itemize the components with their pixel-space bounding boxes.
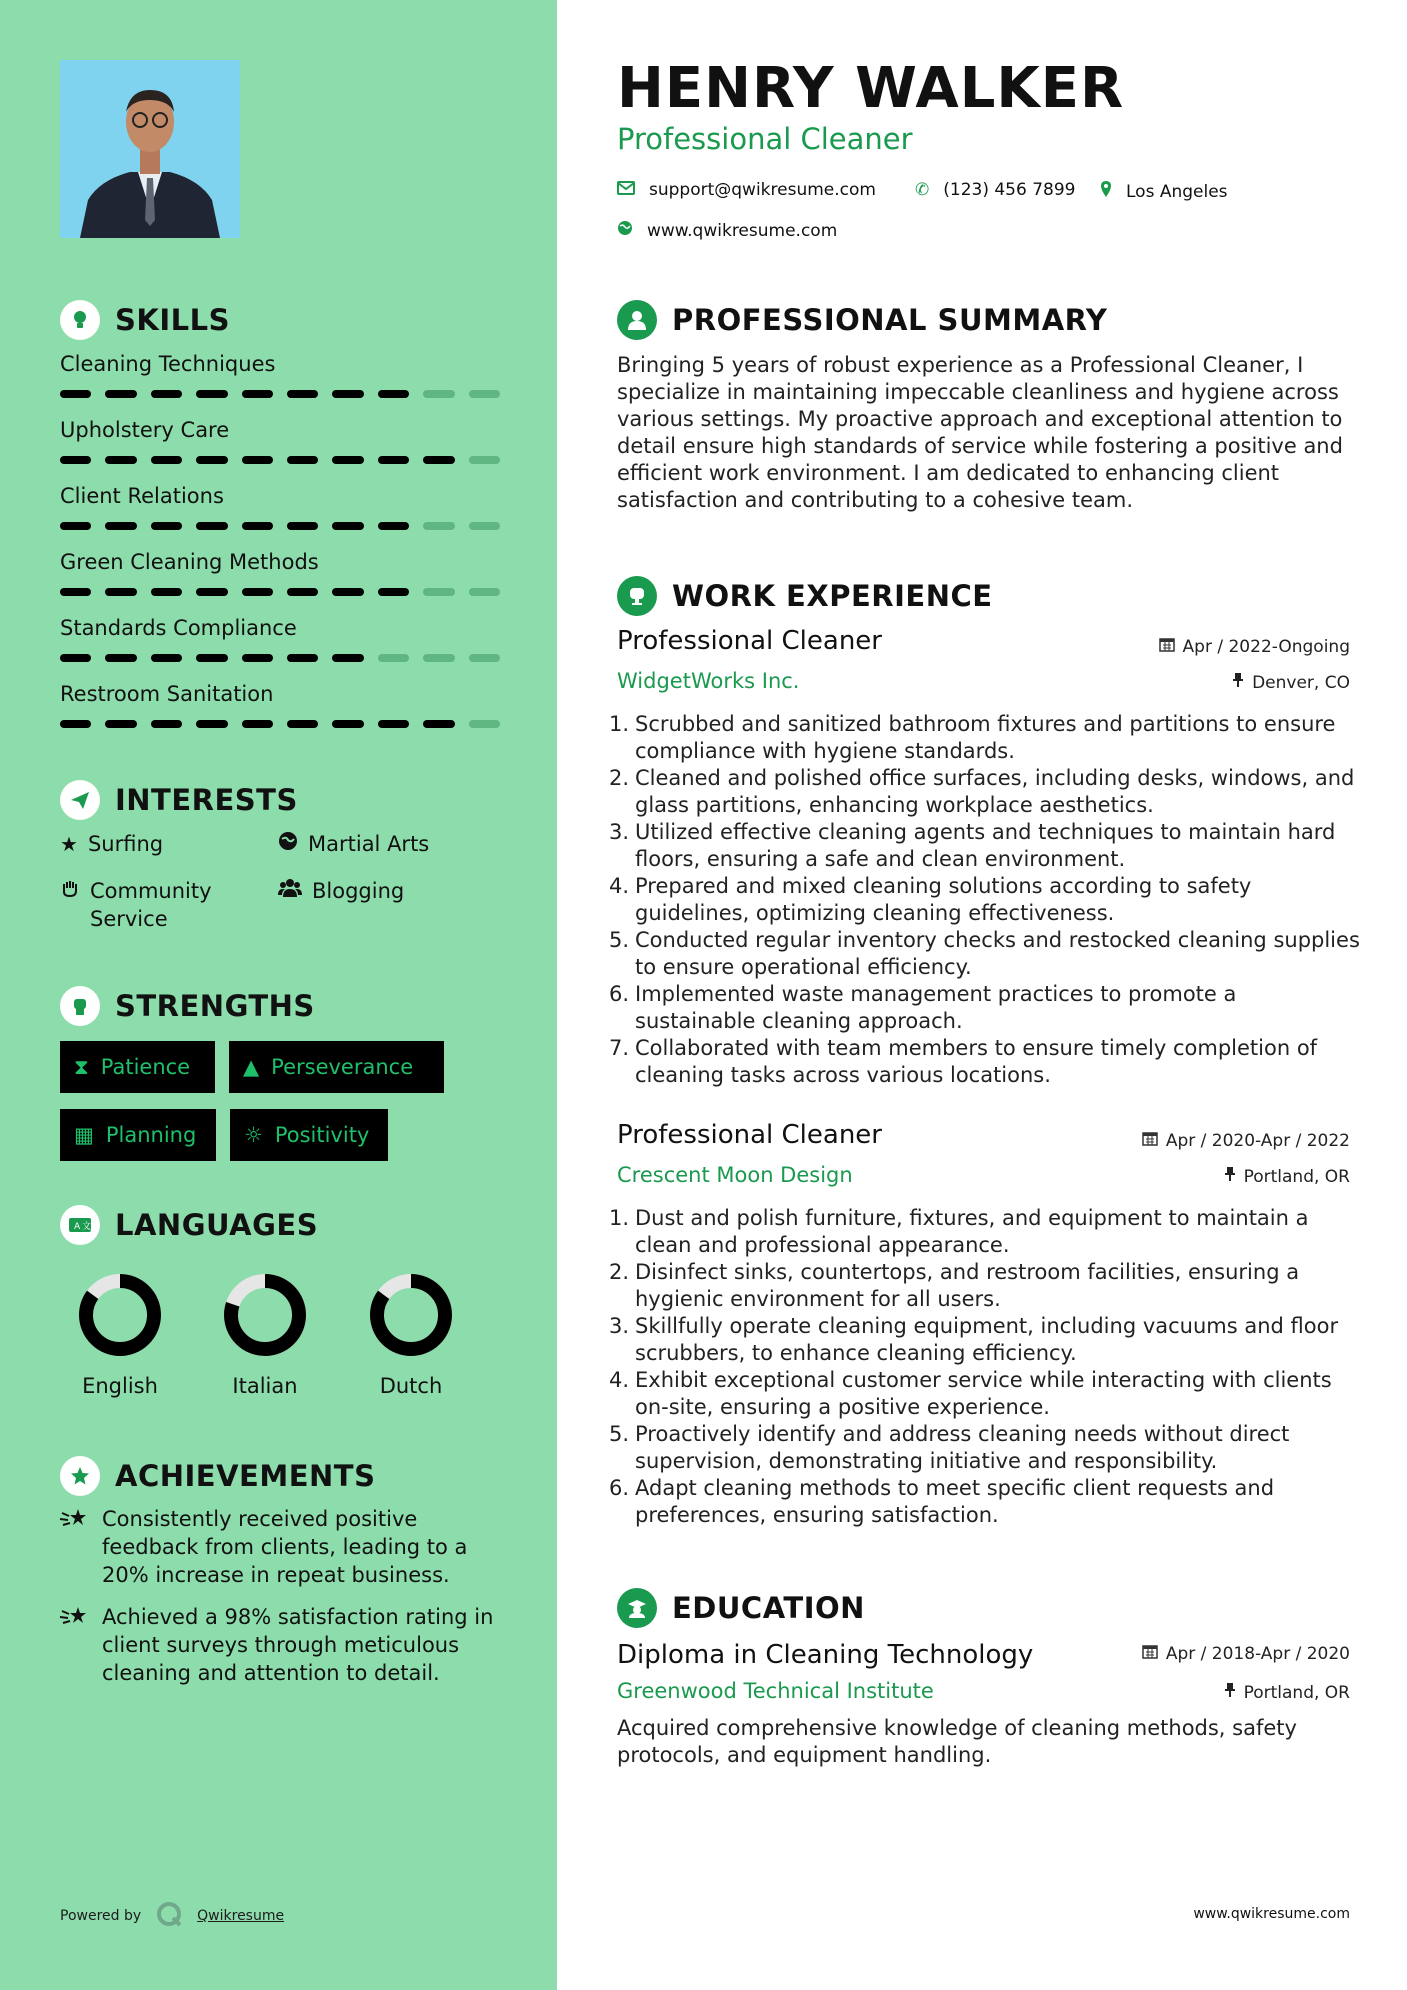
skill-dash-empty	[469, 456, 500, 464]
shooting-star-icon	[60, 1505, 90, 1589]
skill-dash-filled	[196, 390, 227, 398]
list-item: Skillfully operate cleaning equipment, including vacuums and floor scrubbers, to enhance cleaning efficiency.	[635, 1314, 1339, 1365]
strength-tag-positivity	[230, 1109, 388, 1161]
location-text: Los Angeles	[1126, 181, 1228, 202]
interest-item-martial-arts	[278, 830, 429, 858]
list-item: Exhibit exceptional customer service while interacting with clients on-site, ensuring a positive experience.	[635, 1368, 1332, 1419]
skill-dash-filled	[60, 522, 91, 530]
skill-dash-empty	[423, 654, 454, 662]
pushpin-icon	[1232, 672, 1244, 693]
education-title: EDUCATION	[672, 1591, 865, 1625]
skill-dash-empty	[469, 654, 500, 662]
interests-heading	[60, 780, 298, 820]
job-bullets	[617, 711, 1362, 1089]
language-item	[60, 1270, 180, 1398]
skill-dash-filled	[287, 522, 318, 530]
experience-title: WORK EXPERIENCE	[672, 579, 993, 613]
globe-icon	[278, 830, 298, 858]
skill-dash-empty	[469, 390, 500, 398]
location-text: Denver, CO	[1252, 672, 1350, 693]
languages-title: LANGUAGES	[115, 1208, 319, 1242]
list-item: Conducted regular inventory checks and restocked cleaning supplies to ensure operational efficiency.	[635, 928, 1360, 979]
list-item: Collaborated with team members to ensure timely completion of cleaning tasks across various locations.	[635, 1036, 1318, 1087]
skill-level-bar	[60, 588, 500, 596]
envelope-icon	[617, 180, 635, 200]
skill-dash-filled	[60, 390, 91, 398]
skill-dash-filled	[378, 720, 409, 728]
skill-dash-filled	[60, 654, 91, 662]
skill-dash-filled	[287, 588, 318, 596]
company-name: Crescent Moon Design	[617, 1163, 853, 1187]
skill-dash-filled	[105, 456, 136, 464]
skill-dash-empty	[469, 522, 500, 530]
graduate-icon	[617, 1588, 657, 1628]
contact-phone[interactable]	[915, 180, 1075, 200]
interest-label: Community Service	[90, 879, 212, 931]
list-item: Proactively identify and address cleaning needs without direct supervision, demonstrating initiative and responsibility.	[635, 1422, 1290, 1473]
skill-dash-filled	[332, 456, 363, 464]
skill-dash-filled	[378, 456, 409, 464]
pushpin-icon	[1224, 1166, 1236, 1187]
skill-name: Upholstery Care	[60, 418, 230, 442]
interest-label: Blogging	[312, 879, 405, 903]
globe-icon	[617, 220, 633, 241]
summary-title: PROFESSIONAL SUMMARY	[672, 303, 1108, 337]
hand-icon	[60, 877, 80, 905]
user-icon	[617, 300, 657, 340]
list-item: Dust and polish furniture, fixtures, and equipment to maintain a clean and professional appearance.	[635, 1206, 1309, 1257]
skill-dash-filled	[287, 654, 318, 662]
dates-text: Apr / 2022-Ongoing	[1182, 636, 1350, 657]
skill-name: Cleaning Techniques	[60, 352, 276, 376]
sidebar	[0, 0, 557, 1990]
skill-dash-filled	[242, 654, 273, 662]
skill-dash-empty	[423, 522, 454, 530]
list-item: Scrubbed and sanitized bathroom fixtures and partitions to ensure compliance with hygiene standards.	[635, 712, 1336, 763]
skill-dash-filled	[332, 654, 363, 662]
lightbulb-icon	[60, 300, 100, 340]
skill-dash-filled	[60, 588, 91, 596]
skill-dash-filled	[151, 654, 182, 662]
main-content	[557, 0, 1407, 1990]
skill-item	[60, 418, 500, 464]
strength-label: Perseverance	[271, 1055, 414, 1079]
skill-name: Restroom Sanitation	[60, 682, 274, 706]
calendar-icon	[1142, 1643, 1158, 1664]
list-item: Disinfect sinks, countertops, and restroom facilities, ensuring a hygienic environment for all users.	[635, 1260, 1300, 1311]
skill-dash-empty	[469, 588, 500, 596]
skill-item	[60, 352, 500, 398]
company-name: WidgetWorks Inc.	[617, 669, 800, 693]
language-name: Dutch	[379, 1374, 443, 1398]
language-level-ring	[220, 1270, 310, 1360]
calendar-icon	[1142, 1130, 1158, 1151]
skill-dash-filled	[151, 390, 182, 398]
dates-text: Apr / 2018-Apr / 2020	[1165, 1643, 1350, 1664]
skill-dash-filled	[242, 522, 273, 530]
skill-item	[60, 682, 500, 728]
candidate-name: HENRY WALKER	[617, 56, 1125, 121]
skill-dash-filled	[151, 456, 182, 464]
interest-label: Martial Arts	[308, 832, 430, 856]
strength-label: Patience	[100, 1055, 191, 1079]
skill-dash-filled	[105, 522, 136, 530]
users-icon	[278, 877, 302, 905]
skill-dash-filled	[287, 720, 318, 728]
education-description: Acquired comprehensive knowledge of cleaning methods, safety protocols, and equipment handling.	[617, 1716, 1297, 1767]
education-dates	[1142, 1643, 1350, 1664]
shooting-star-icon	[60, 1603, 90, 1687]
language-item	[205, 1270, 325, 1398]
job-location	[1232, 672, 1350, 693]
paper-plane-icon	[60, 780, 100, 820]
skill-dash-filled	[332, 390, 363, 398]
job-title: Professional Cleaner	[617, 1120, 882, 1150]
skill-dash-filled	[105, 654, 136, 662]
skill-dash-filled	[151, 720, 182, 728]
star-badge-icon	[60, 1456, 100, 1496]
skill-dash-filled	[105, 720, 136, 728]
skills-heading	[60, 300, 230, 340]
svg-text:A: A	[74, 1222, 81, 1232]
education-heading	[617, 1588, 865, 1628]
skill-name: Standards Compliance	[60, 616, 297, 640]
skill-dash-empty	[469, 720, 500, 728]
footer-url[interactable]: www.qwikresume.com	[1193, 1906, 1350, 1922]
education-location	[1224, 1682, 1350, 1703]
language-icon	[60, 1205, 100, 1245]
job-bullets	[617, 1205, 1362, 1529]
languages-heading	[60, 1205, 318, 1245]
strength-label: Planning	[105, 1123, 197, 1147]
skill-item	[60, 550, 500, 596]
skill-dash-empty	[423, 588, 454, 596]
language-level-ring	[366, 1270, 456, 1360]
skill-dash-filled	[242, 588, 273, 596]
language-level-ring	[75, 1270, 165, 1360]
language-name: Italian	[232, 1374, 298, 1398]
skill-level-bar	[60, 522, 500, 530]
achievement-text: Consistently received positive feedback from clients, leading to a 20% increase in repeat business.	[102, 1507, 468, 1587]
skill-dash-filled	[242, 720, 273, 728]
list-item: Prepared and mixed cleaning solutions according to safety guidelines, optimizing cleaning effectiveness.	[635, 874, 1252, 925]
interest-item-surfing	[60, 830, 163, 858]
achievement-item	[60, 1505, 500, 1589]
interests-title: INTERESTS	[115, 783, 298, 817]
skill-dash-filled	[378, 588, 409, 596]
phone-icon: ✆	[915, 180, 930, 200]
skill-dash-filled	[105, 390, 136, 398]
skill-dash-filled	[60, 720, 91, 728]
skill-dash-filled	[151, 522, 182, 530]
skill-dash-filled	[242, 456, 273, 464]
candidate-role: Professional Cleaner	[617, 122, 913, 156]
achievements-heading	[60, 1456, 375, 1496]
experience-heading	[617, 576, 993, 616]
skill-dash-empty	[423, 390, 454, 398]
language-item	[351, 1270, 471, 1398]
job-dates	[1142, 1130, 1350, 1151]
skill-item	[60, 484, 500, 530]
achievement-text: Achieved a 98% satisfaction rating in client surveys through meticulous cleaning and attention to detail.	[102, 1605, 494, 1685]
contact-website[interactable]	[617, 220, 837, 241]
skill-dash-filled	[196, 588, 227, 596]
qwikresume-logo-icon	[155, 1900, 183, 1932]
website-text: www.qwikresume.com	[647, 220, 838, 241]
skill-dash-filled	[423, 720, 454, 728]
interest-item-community-service	[60, 877, 260, 933]
sun-icon: ☼	[244, 1123, 263, 1147]
svg-text:文: 文	[82, 1222, 92, 1232]
location-text: Portland, OR	[1243, 1682, 1350, 1703]
skill-level-bar	[60, 390, 500, 398]
interest-label: Surfing	[87, 832, 164, 856]
job-dates	[1159, 636, 1350, 657]
strengths-title: STRENGTHS	[115, 989, 315, 1023]
skill-dash-empty	[378, 654, 409, 662]
achievements-title: ACHIEVEMENTS	[115, 1459, 376, 1493]
skill-item	[60, 616, 500, 662]
job-location	[1224, 1166, 1350, 1187]
dates-text: Apr / 2020-Apr / 2022	[1165, 1130, 1350, 1151]
list-item: Implemented waste management practices to promote a sustainable cleaning approach.	[635, 982, 1237, 1033]
map-pin-icon	[1100, 180, 1112, 203]
powered-by-label: Powered by	[60, 1908, 142, 1924]
skill-dash-filled	[287, 390, 318, 398]
skill-level-bar	[60, 720, 500, 728]
fist-icon	[60, 986, 100, 1026]
calendar-icon	[1159, 636, 1175, 657]
strength-tag-perseverance	[229, 1041, 444, 1093]
list-item: Utilized effective cleaning agents and techniques to maintain hard floors, ensuring a safe and clean environment.	[635, 820, 1336, 871]
calendar-icon: ▦	[74, 1123, 94, 1147]
email-text: support@qwikresume.com	[649, 180, 876, 200]
hourglass-icon: ⧗	[74, 1054, 89, 1079]
powered-by	[60, 1900, 284, 1932]
strength-tag-planning	[60, 1109, 216, 1161]
interest-item-blogging	[278, 877, 404, 905]
road-icon: ▲	[243, 1055, 260, 1079]
strength-label: Positivity	[274, 1123, 370, 1147]
skill-dash-filled	[196, 654, 227, 662]
qwikresume-link[interactable]: Qwikresume	[197, 1908, 285, 1924]
achievement-item	[60, 1603, 500, 1687]
job-title: Professional Cleaner	[617, 626, 882, 656]
skill-level-bar	[60, 456, 500, 464]
phone-text: (123) 456 7899	[943, 180, 1076, 200]
skill-dash-filled	[242, 390, 273, 398]
summary-text: Bringing 5 years of robust experience as a Professional Cleaner, I specialize in maintaining impeccable cleanliness and hygiene across various settings. My proactive approach and exceptional attention to detail ensure high standards of service while fostering a positive and efficient work environment. I am dedicated to enhancing client satisfaction and contributing to a cohesive team.	[617, 353, 1343, 512]
summary-heading	[617, 300, 1107, 340]
skill-name: Green Cleaning Methods	[60, 550, 319, 574]
skill-level-bar	[60, 654, 500, 662]
skill-dash-filled	[378, 522, 409, 530]
skill-name: Client Relations	[60, 484, 224, 508]
list-item: Adapt cleaning methods to meet specific client requests and preferences, ensuring satisfaction.	[635, 1476, 1275, 1527]
skill-dash-filled	[60, 456, 91, 464]
contact-location	[1100, 180, 1228, 203]
profile-photo	[60, 60, 240, 238]
skills-title: SKILLS	[115, 303, 230, 337]
language-name: English	[82, 1374, 158, 1398]
list-item: Cleaned and polished office surfaces, including desks, windows, and glass partitions, enhancing workplace aesthetics.	[635, 766, 1355, 817]
strength-tag-patience	[60, 1041, 215, 1093]
skill-dash-filled	[332, 522, 363, 530]
skill-dash-filled	[287, 456, 318, 464]
skill-dash-filled	[378, 390, 409, 398]
skill-dash-filled	[332, 588, 363, 596]
star-icon: ★	[60, 832, 78, 856]
skill-dash-filled	[196, 720, 227, 728]
location-text: Portland, OR	[1243, 1166, 1350, 1187]
school-name: Greenwood Technical Institute	[617, 1679, 934, 1703]
degree-title: Diploma in Cleaning Technology	[617, 1640, 1034, 1670]
skill-dash-filled	[423, 456, 454, 464]
skill-dash-filled	[151, 588, 182, 596]
skill-dash-filled	[196, 522, 227, 530]
skill-dash-filled	[105, 588, 136, 596]
skill-dash-filled	[196, 456, 227, 464]
contact-email[interactable]	[617, 180, 876, 200]
skill-dash-filled	[332, 720, 363, 728]
strengths-heading	[60, 986, 315, 1026]
briefcase-icon	[617, 576, 657, 616]
pushpin-icon	[1224, 1682, 1236, 1703]
